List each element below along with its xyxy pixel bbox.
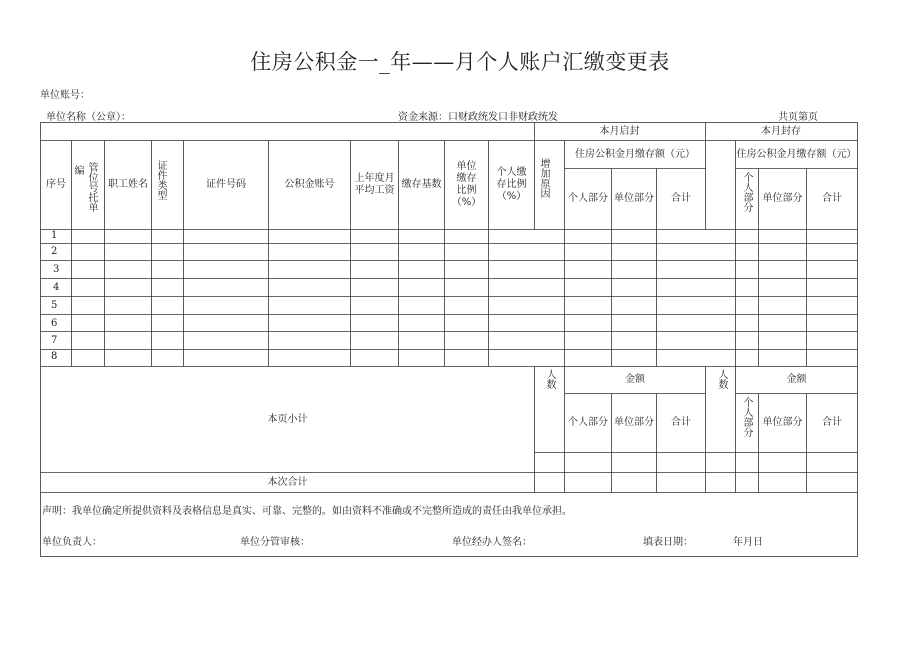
subtotal-personal-part: 个人部分 xyxy=(568,417,608,428)
subtotal-label: 本页小计 xyxy=(267,413,308,425)
header-total-open: 合计 xyxy=(671,193,691,204)
signature-supervisor: 单位分管审核： xyxy=(240,537,310,548)
subtotal-personal-part-seal: 个人部分 xyxy=(741,397,752,437)
header-personal-part-open: 个人部分 xyxy=(568,193,608,204)
header-seal-month: 本月封存 xyxy=(761,125,801,137)
fill-date-value: 年月日 xyxy=(733,537,763,548)
header-seq: 序号 xyxy=(46,179,66,190)
header-monthly-amount-seal: 住房公积金月缴存额（元） xyxy=(736,148,857,160)
row-number: 6 xyxy=(51,318,58,329)
subtotal-total: 合计 xyxy=(671,417,691,428)
page-count-label: 共页第页 xyxy=(778,112,818,123)
header-unit-part-open: 单位部分 xyxy=(614,193,654,204)
unit-account-label: 单位账号： xyxy=(40,90,90,101)
subtotal-amount: 金额 xyxy=(625,374,645,385)
subtotal-total-seal: 合计 xyxy=(822,417,842,428)
header-base: 缴存基数 xyxy=(401,179,442,190)
fill-date-label: 填表日期： xyxy=(643,537,693,548)
row-number: 2 xyxy=(51,246,58,257)
signature-head: 单位负责人： xyxy=(42,537,102,548)
fund-source-label: 资金来源：口财政统发口非财政统发 xyxy=(398,112,558,123)
subtotal-unit-part: 单位部分 xyxy=(614,417,654,428)
header-monthly-amount-open: 住房公积金月缴存额（元） xyxy=(575,148,695,160)
subtotal-people-seal: 人数 xyxy=(716,369,727,389)
row-number: 4 xyxy=(53,282,60,293)
subtotal-amount-seal: 金额 xyxy=(786,374,807,385)
header-id-no: 证件号码 xyxy=(206,179,246,190)
row-number: 8 xyxy=(51,351,58,362)
subtotal-unit-part-seal: 单位部分 xyxy=(762,417,803,428)
row-number: 7 xyxy=(51,335,58,346)
header-unit-ratio: 单位缴存比例（%） xyxy=(451,161,482,208)
row-number: 5 xyxy=(51,300,58,311)
header-total-seal: 合计 xyxy=(822,193,842,204)
header-id-type: 证件类型 xyxy=(155,160,166,200)
header-name: 职工姓名 xyxy=(108,179,148,190)
header-personal-ratio: 个人缴存比例（%） xyxy=(496,167,527,202)
header-personal-part-seal: 个人部分 xyxy=(741,172,752,212)
declaration-text: 声明：我单位确定所提供资料及表格信息是真实、可靠、完整的。如由资料不准确或不完整所造成的责任由我单位承担。 xyxy=(42,506,572,517)
header-open-month: 本月启封 xyxy=(599,125,640,137)
header-unit-part-seal: 单位部分 xyxy=(762,193,803,204)
grand-total-label: 本次合计 xyxy=(267,476,308,488)
header-code: 编 xyxy=(72,165,83,175)
row-number: 1 xyxy=(51,230,58,241)
header-change-reason: 增加原因 xyxy=(538,158,549,198)
subtotal-people: 人数 xyxy=(544,369,555,389)
form-title: 住房公积金一_年——月个人账户汇缴变更表 xyxy=(250,50,670,74)
header-custody: 管位号托单 xyxy=(86,162,97,212)
header-fund-account: 公积金账号 xyxy=(284,179,335,190)
row-number: 3 xyxy=(53,264,60,275)
unit-name-label: 单位名称（公章）： xyxy=(46,112,131,123)
header-avg-wage: 上年度月平均工资 xyxy=(354,173,395,196)
signature-handler: 单位经办人签名： xyxy=(452,537,532,548)
